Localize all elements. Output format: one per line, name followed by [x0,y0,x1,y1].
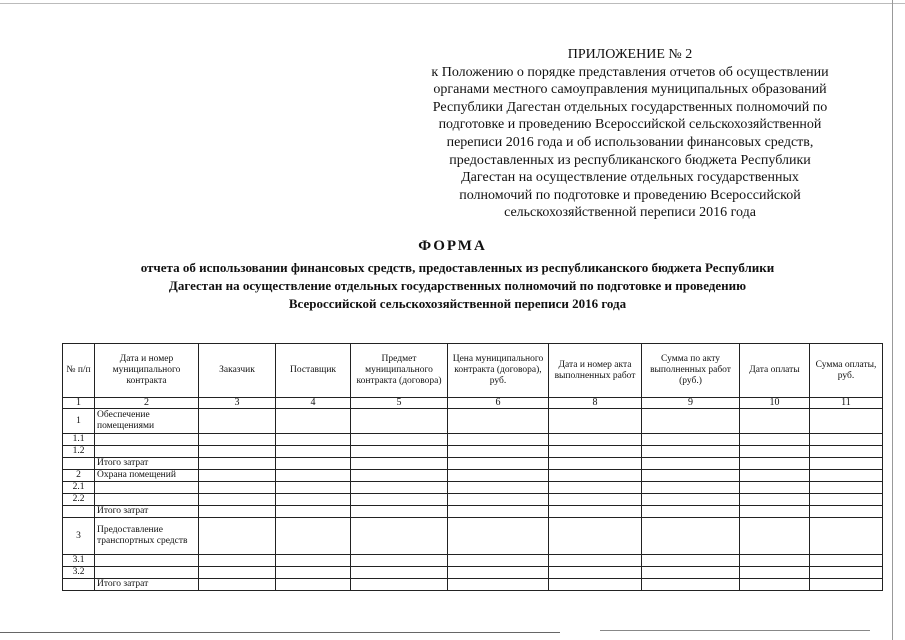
empty-cell [549,518,642,555]
empty-cell [276,567,351,579]
row-number-cell: 2.1 [63,482,95,494]
empty-cell [642,506,740,518]
empty-cell [199,446,276,458]
row-number-cell: 3.2 [63,567,95,579]
form-title: ФОРМА [418,238,487,254]
row-number-cell: 3.1 [63,555,95,567]
empty-cell [642,482,740,494]
table-row [63,458,883,470]
empty-cell [276,446,351,458]
table-row [63,579,883,591]
empty-cell [549,555,642,567]
header-act-date: Дата и номер акта выполненных работ [549,344,642,398]
empty-cell [276,494,351,506]
empty-cell [810,434,883,446]
empty-cell [740,579,810,591]
table-row [63,482,883,494]
appendix-line: Республики Дагестан отдельных государственных полномочий по [432,99,828,115]
appendix-line: органами местного самоуправления муниципальных образований [433,82,827,98]
empty-cell [199,470,276,482]
table-row [63,434,883,446]
empty-cell [810,494,883,506]
empty-cell [810,458,883,470]
empty-cell [642,458,740,470]
table-row [63,518,883,555]
empty-cell [740,494,810,506]
appendix-line: переписи 2016 года и об использовании финансовых средств, [446,134,814,150]
empty-cell [276,579,351,591]
empty-cell [276,409,351,434]
header-contract-price: Цена муниципального контракта (договора), руб. [448,344,549,398]
table-row [63,555,883,567]
empty-cell [276,458,351,470]
empty-cell [448,555,549,567]
table-header-row [63,344,883,398]
column-number: 10 [740,398,810,409]
column-number: 9 [642,398,740,409]
empty-cell [448,506,549,518]
row-number-cell [63,458,95,470]
form-subtitle-line: Всероссийской сельскохозяйственной переписи 2016 года [288,296,627,311]
row-number-cell [63,506,95,518]
empty-cell [549,506,642,518]
appendix-title: ПРИЛОЖЕНИЕ № 2 [567,47,693,62]
empty-cell [448,494,549,506]
table-row [63,494,883,506]
header-number: № п/п [63,344,95,398]
empty-cell [642,470,740,482]
empty-cell [199,482,276,494]
empty-cell [810,409,883,434]
row-item-cell: Итого затрат [95,579,199,591]
header-contract-subject: Предмет муниципального контракта (договора) [351,344,448,398]
empty-cell [351,458,448,470]
scan-edge-bottom-right [600,630,870,631]
row-item-cell: Охрана помещений [95,470,199,482]
form-subtitle-line: отчета об использовании финансовых средств, предоставленных из республиканского бюджета Республики [140,260,775,275]
empty-cell [199,494,276,506]
empty-cell [351,494,448,506]
table-row [63,506,883,518]
appendix-line: подготовке и проведению Всероссийской сельскохозяйственной [438,117,822,133]
scan-edge-right [892,0,893,640]
empty-cell [351,446,448,458]
empty-cell [810,518,883,555]
empty-cell [740,470,810,482]
empty-cell [642,446,740,458]
empty-cell [740,446,810,458]
empty-cell [549,567,642,579]
empty-cell [448,446,549,458]
empty-cell [276,506,351,518]
empty-cell [448,567,549,579]
empty-cell [810,506,883,518]
column-number: 3 [199,398,276,409]
empty-cell [549,482,642,494]
empty-cell [276,482,351,494]
header-customer: Заказчик [199,344,276,398]
appendix-line: полномочий по подготовке и проведению Всероссийской [459,187,801,203]
table-row [63,470,883,482]
empty-cell [448,470,549,482]
empty-cell [549,458,642,470]
empty-cell [276,434,351,446]
empty-cell [351,506,448,518]
row-item-cell [95,482,199,494]
header-supplier: Поставщик [276,344,351,398]
empty-cell [740,458,810,470]
row-number-cell: 2.2 [63,494,95,506]
empty-cell [549,579,642,591]
row-number-cell: 2 [63,470,95,482]
empty-cell [740,555,810,567]
row-item-cell [95,567,199,579]
row-item-cell: Итого затрат [95,506,199,518]
empty-cell [448,409,549,434]
empty-cell [810,579,883,591]
empty-cell [199,409,276,434]
form-subtitle [40,259,875,313]
column-number: 4 [276,398,351,409]
empty-cell [448,434,549,446]
empty-cell [549,470,642,482]
row-number-cell: 1.2 [63,446,95,458]
empty-cell [549,409,642,434]
appendix-line: Дагестан на осуществление отдельных государственных [461,170,799,186]
column-number: 2 [95,398,199,409]
empty-cell [199,567,276,579]
empty-cell [199,518,276,555]
appendix-header [395,46,865,222]
header-payment-sum: Сумма оплаты, руб. [810,344,883,398]
empty-cell [351,409,448,434]
empty-cell [351,567,448,579]
row-item-cell: Предоставление транспортных средств [95,518,199,555]
empty-cell [276,470,351,482]
row-item-cell [95,434,199,446]
header-act-sum: Сумма по акту выполненных работ (руб.) [642,344,740,398]
empty-cell [740,518,810,555]
empty-cell [642,409,740,434]
empty-cell [351,482,448,494]
row-number-cell [63,579,95,591]
empty-cell [642,434,740,446]
empty-cell [276,555,351,567]
row-item-cell: Обеспечение помещениями [95,409,199,434]
empty-cell [448,518,549,555]
empty-cell [448,458,549,470]
empty-cell [549,434,642,446]
empty-cell [810,567,883,579]
empty-cell [549,494,642,506]
empty-cell [351,555,448,567]
empty-cell [740,506,810,518]
empty-cell [642,567,740,579]
table-row [63,409,883,434]
empty-cell [740,434,810,446]
empty-cell [740,567,810,579]
empty-cell [810,470,883,482]
empty-cell [351,579,448,591]
column-number: 6 [448,398,549,409]
empty-cell [810,555,883,567]
empty-cell [199,555,276,567]
empty-cell [351,434,448,446]
empty-cell [351,470,448,482]
header-contract-date: Дата и номер муниципального контракта [95,344,199,398]
row-item-cell: Итого затрат [95,458,199,470]
empty-cell [351,518,448,555]
appendix-line: сельскохозяйственной переписи 2016 года [504,205,756,221]
column-number: 11 [810,398,883,409]
empty-cell [199,506,276,518]
empty-cell [199,434,276,446]
empty-cell [448,482,549,494]
empty-cell [448,579,549,591]
empty-cell [199,458,276,470]
empty-cell [810,482,883,494]
appendix-line: предоставленных из республиканского бюджета Республики [449,152,811,168]
row-number-cell: 1.1 [63,434,95,446]
header-payment-date: Дата оплаты [740,344,810,398]
empty-cell [642,555,740,567]
scan-edge-bottom [0,632,560,633]
row-number-cell: 3 [63,518,95,555]
empty-cell [810,446,883,458]
column-number: 8 [549,398,642,409]
column-number: 5 [351,398,448,409]
appendix-line: к Положению о порядке представления отчетов об осуществлении [431,64,829,80]
empty-cell [199,579,276,591]
empty-cell [549,446,642,458]
empty-cell [740,482,810,494]
form-subtitle-line: Дагестан на осуществление отдельных государственных полномочий по подготовке и проведению [168,278,747,293]
column-number: 1 [63,398,95,409]
row-item-cell [95,494,199,506]
empty-cell [740,409,810,434]
empty-cell [642,518,740,555]
scan-edge-top [0,3,905,4]
empty-cell [276,518,351,555]
row-number-cell: 1 [63,409,95,434]
table-row [63,567,883,579]
report-table [62,343,883,591]
row-item-cell [95,446,199,458]
empty-cell [642,494,740,506]
table-row [63,446,883,458]
column-number-row [63,398,883,409]
empty-cell [642,579,740,591]
row-item-cell [95,555,199,567]
